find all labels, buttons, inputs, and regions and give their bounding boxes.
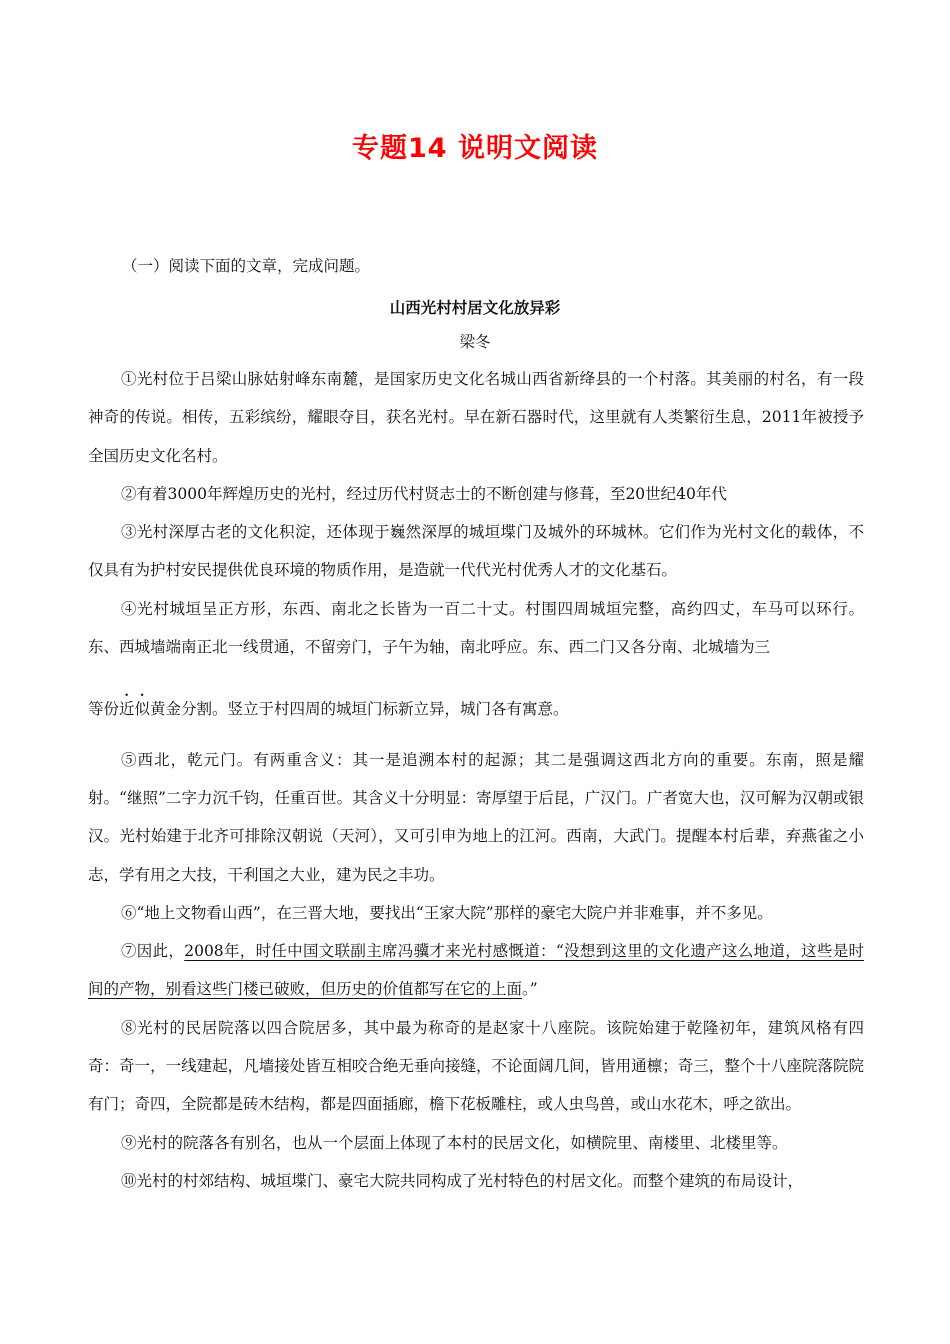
- paragraph-7-lead: ⑦因此，: [121, 942, 185, 961]
- page-title: 专题14 说明文阅读: [352, 133, 598, 164]
- paragraph-4-tail-a: 等份: [88, 700, 120, 719]
- paragraph-3: ③光村深厚古老的文化积淀，还体现于巍然深厚的城垣堞门及城外的环城林。它们作为光村文化的载体，不仅具有为护村安民提供优良环境的物质作用，是造就一代代光村优秀人才的文化基石。: [88, 523, 864, 580]
- paragraph-2: ②有着3000年辉煌历史的光村，经过历代村贤志士的不断创建与修葺，至20世纪40年代: [121, 484, 727, 503]
- emphasized-word: 近似: [119, 700, 151, 719]
- paragraph-6: ⑥“地上文物看山西”，在三晋大地，要找出“王家大院”那样的豪宅大院户并非难事，并不多见。: [121, 903, 773, 922]
- article-body: [88, 360, 864, 1200]
- paragraph-8: ⑧光村的民居院落以四合院居多，其中最为称奇的是赵家十八座院。该院始建于乾隆初年，建筑风格有四奇：奇一，一线建起，凡墙接处皆互相咬合绝无垂向接缝，不论面阔几间，皆用通檩；奇三，整个十八座院落院院有门；奇四，全院都是砖木结构，都是四面插廊，檐下花板雕柱，或人虫鸟兽，或山水花木，呼之欲出。: [88, 1018, 864, 1114]
- paragraph-4-tail-b: 黄金分割。竖立于村四周的城垣门标新立异，城门各有寓意。: [150, 700, 569, 719]
- paragraph-9: ⑨光村的院落各有别名，也从一个层面上体现了本村的民居文化，如横院里、南楼里、北楼里等。: [121, 1133, 788, 1152]
- underlined-quote: 2008年，时任中国文联副主席冯骥才来光村感慨道：“没想到这里的文化遗产这么地道，这些是时间的产物，别看这些门楼已破败，但历史的价值都写在它的上面: [88, 942, 864, 999]
- instructions: （一）阅读下面的文章，完成问题。: [122, 257, 371, 275]
- paragraph-1: ①光村位于吕梁山脉姑射峰东南麓，是国家历史文化名城山西省新绛县的一个村落。其美丽的村名，有一段神奇的传说。相传，五彩缤纷，耀眼夺目，获名光村。早在新石器时代，这里就有人类繁衍生息，2011年被授予全国历史文化名村。: [88, 370, 864, 465]
- paragraph-5: ⑤西北，乾元门。有两重含义：其一是追溯本村的起源；其二是强调这西北方向的重要。东南，照是耀射。“继照”二字力沉千钧，任重百世。其含义十分明显：寄厚望于后昆，广汉门。广者宽大也，汉可解为汉朝或银汉。光村始建于北齐可排除汉朝说（天河），又可引申为地上的江河。西南，大武门。提醒本村后辈，弃燕雀之小志，学有用之大技，干利国之大业，建为民之丰功。: [88, 750, 864, 884]
- paragraph-7: [88, 932, 864, 1009]
- paragraph-4: [88, 590, 864, 729]
- paragraph-10: ⑩光村的村郊结构、城垣堞门、豪宅大院共同构成了光村特色的村居文化。而整个建筑的布局设计，: [121, 1171, 804, 1190]
- paragraph-4-main: ④光村城垣呈正方形，东西、南北之长皆为一百二十丈。村围四周城垣完整，高约四丈，车马可以环行。东、西城墙端南正北一线贯通，不留旁门，子午为轴，南北呼应。东、西二门又各分南、北城墙为三: [88, 599, 864, 657]
- article-author: 梁冬: [459, 333, 491, 351]
- paragraph-7-end: 。”: [522, 980, 538, 999]
- article-title: 山西光村村居文化放异彩: [389, 299, 561, 317]
